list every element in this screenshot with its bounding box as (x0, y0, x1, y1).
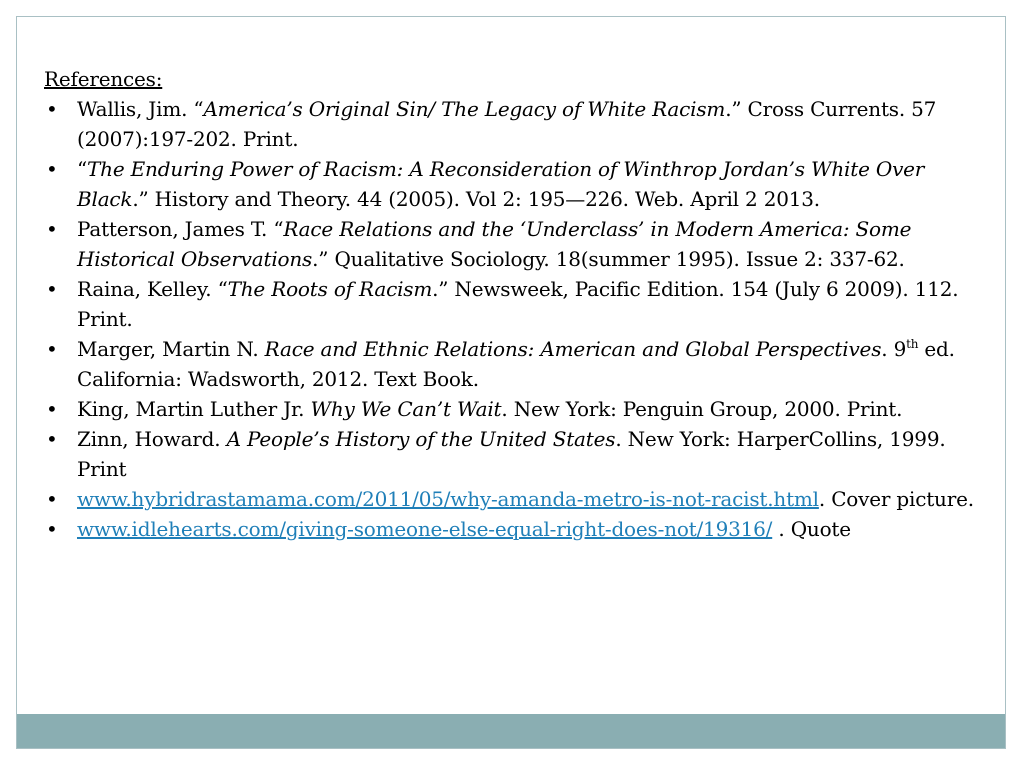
references-heading: References: (44, 67, 163, 91)
reference-item (44, 514, 979, 544)
bullet: • (46, 427, 58, 451)
bullet: • (46, 397, 58, 421)
reference-text: . 9 (881, 337, 907, 361)
reference-item (44, 154, 979, 214)
reference-link-hybridrastamama[interactable]: www.hybridrastamama.com/2011/05/why-amanda-metro-is-not-racist.html (77, 487, 819, 511)
reference-text: Marger, Martin N. (77, 337, 265, 361)
reference-text: “ (77, 157, 88, 181)
references-content (44, 64, 979, 544)
bullet: • (46, 277, 58, 301)
reference-text: Patterson, James T. “ (77, 217, 284, 241)
reference-item (44, 334, 979, 394)
reference-text: . New York: Penguin Group, 2000. Print. (501, 397, 903, 421)
reference-title: Race Relations and the ‘Underclass’ in Modern America: Some Historical Observations (77, 217, 912, 271)
bullet: • (46, 517, 58, 541)
reference-title: Race and Ethnic Relations: American and Global Perspectives (264, 337, 882, 361)
reference-item (44, 394, 979, 424)
ordinal-suffix: th (906, 337, 919, 351)
bullet: • (46, 97, 58, 121)
reference-text: Wallis, Jim. “ (77, 97, 204, 121)
reference-text: King, Martin Luther Jr. (77, 397, 311, 421)
bullet: • (46, 337, 58, 361)
reference-title: The Roots of Racism (227, 277, 433, 301)
reference-title: A People’s History of the United States (226, 427, 616, 451)
reference-text: . Quote (772, 517, 851, 541)
reference-item (44, 94, 979, 154)
footer-bar (17, 714, 1005, 748)
reference-title: America’s Original Sin/ The Legacy of White Racism (203, 97, 726, 121)
reference-text: . New York: HarperCollins, 1999. Print (77, 427, 946, 481)
reference-title: The Enduring Power of Racism: A Reconsideration of Winthrop Jordan’s White Over Black (77, 157, 925, 211)
reference-item (44, 424, 979, 484)
bullet: • (46, 487, 58, 511)
reference-text: Zinn, Howard. (77, 427, 227, 451)
reference-link-idlehearts[interactable]: www.idlehearts.com/giving-someone-else-equal-right-does-not/19316/ (77, 517, 773, 541)
reference-text: .” History and Theory. 44 (2005). Vol 2: 195—226. Web. April 2 2013. (132, 187, 820, 211)
reference-text: .” Qualitative Sociology. 18(summer 1995). Issue 2: 337-62. (312, 247, 905, 271)
references-list (44, 94, 979, 544)
reference-text: . Cover picture. (818, 487, 974, 511)
bullet: • (46, 217, 58, 241)
reference-item (44, 484, 979, 514)
reference-title: Why We Can’t Wait (310, 397, 502, 421)
bullet: • (46, 157, 58, 181)
reference-text: .” Newsweek, Pacific Edition. 154 (July 6 2009). 112. Print. (77, 277, 959, 331)
reference-item (44, 214, 979, 274)
reference-text: Raina, Kelley. “ (77, 277, 228, 301)
reference-text: ed. California: Wadsworth, 2012. Text Book. (77, 337, 955, 391)
reference-item (44, 274, 979, 334)
reference-text: .” Cross Currents. 57 (2007):197-202. Print. (77, 97, 937, 151)
